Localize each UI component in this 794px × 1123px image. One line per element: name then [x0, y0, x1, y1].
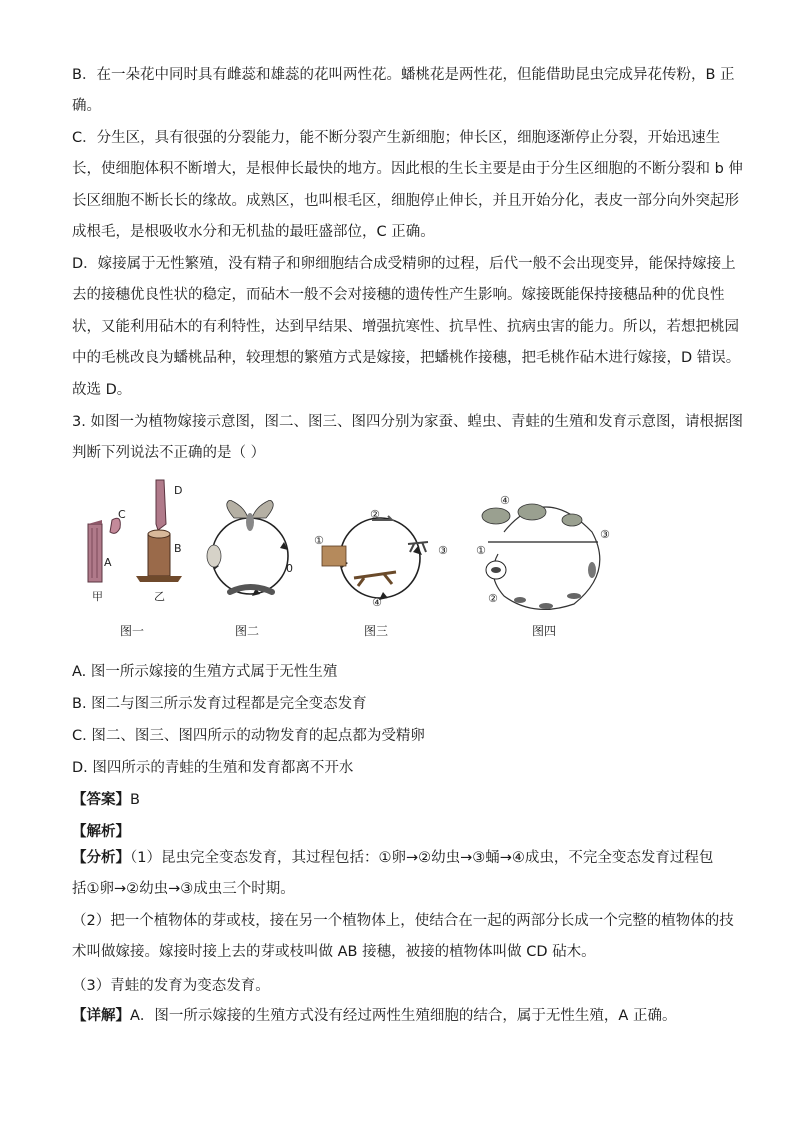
- detail-tag: 【详解】: [72, 1008, 130, 1024]
- text-line: 故选 D。: [72, 381, 132, 398]
- text-line: 状，又能利用砧木的有利特性，达到早结果、增强抗寒性、抗旱性、抗病虫害的能力。所以，若想把桃园: [72, 318, 739, 335]
- fig1-label-jia: 甲: [92, 590, 103, 603]
- text-line: 中的毛桃改良为蟠桃品种，较理想的繁殖方式是嫁接，把蟠桃作接穗，把毛桃作砧木进行嫁接，D 错误。: [72, 350, 741, 367]
- fig3-label-3: ③: [438, 544, 448, 557]
- fig1-label-b: B: [174, 542, 182, 555]
- answer-value: B: [130, 792, 140, 808]
- fig3-label-1: ①: [314, 534, 324, 547]
- fig4-label-3: ③: [600, 528, 610, 541]
- text-line: （2）把一个植物体的芽或枝，接在另一个植物体上，使结合在一起的两部分长成一个完整的植物体的技: [72, 913, 734, 929]
- text-line: 术叫做嫁接。嫁接时接上去的芽或枝叫做 AB 接穗，被接的植物体叫做 CD 砧木。: [72, 944, 596, 961]
- figure-2-silkworm-cycle: [200, 500, 300, 608]
- analysis-paragraph-2: [72, 906, 734, 969]
- text-line: 成根毛，是根吸收水分和无机盐的最旺盛部位，C 正确。: [72, 224, 435, 241]
- fig1-label-c: C: [118, 508, 126, 521]
- question-3-stem: [72, 407, 743, 470]
- fig2-label-zero: 0: [286, 562, 293, 575]
- text-line: 去的接穗优良性状的稳定，而砧木一般不会对接穗的遗传性产生影响。嫁接既能保持接穗品种的优良性: [72, 287, 725, 304]
- explanation-c: [72, 123, 743, 249]
- text-line: [72, 843, 722, 874]
- text-line: 确。: [72, 98, 101, 115]
- fig1-label-a: A: [104, 556, 112, 569]
- fig4-label-1: ①: [476, 544, 486, 557]
- option-b: B. 图二与图三所示发育过程都是完全变态发育: [72, 696, 367, 712]
- fig3-label-4: ④: [372, 596, 382, 609]
- figure-1-caption: 图一: [120, 624, 145, 638]
- option-c: C. 图二、图三、图四所示的动物发育的起点都为受精卵: [72, 728, 425, 744]
- detail-line: [72, 1004, 676, 1025]
- explanation-d: [72, 249, 741, 406]
- text-line: 长区细胞不断长长的缘故。成熟区，也叫根毛区，细胞停止伸长，并且开始分化，表皮一部分向外突起形: [72, 192, 739, 209]
- fig1-label-yi: 乙: [154, 590, 165, 603]
- text-line: 长，使细胞体积不断增大，是根伸长最快的地方。因此根的生长主要是由于分生区细胞的不断分裂和 b 伸: [72, 161, 743, 178]
- option-d: D. 图四所示的青蛙的生殖和发育都离不开水: [72, 760, 354, 776]
- text-line: C．分生区，具有很强的分裂能力，能不断分裂产生新细胞；伸长区，细胞逐渐停止分裂，开始迅速生: [72, 130, 721, 146]
- analysis-paragraph-3: （3）青蛙的发育为变态发育。: [72, 978, 270, 994]
- figure-1-grafting: [78, 476, 198, 606]
- text-line: 括①卵→②幼虫→③成虫三个时期。: [72, 881, 295, 898]
- text-line: B．在一朵花中同时具有雌蕊和雄蕊的花叫两性花。蟠桃花是两性花，但能借助昆虫完成异花传粉，B 正: [72, 67, 735, 83]
- answer-line: [72, 788, 140, 809]
- text-line: 3. 如图一为植物嫁接示意图，图二、图三、图四分别为家蚕、蝗虫、青蛙的生殖和发育示意图，请根据图: [72, 414, 743, 430]
- figure-4-frog-cycle: [474, 492, 620, 614]
- figure-2-caption: 图二: [235, 624, 260, 638]
- fig1-label-d: D: [174, 484, 183, 497]
- fig4-label-4: ④: [500, 494, 510, 507]
- figure-3-locust-cycle: [314, 506, 454, 610]
- explanation-b: [72, 60, 735, 123]
- fig3-label-2: ②: [370, 508, 380, 521]
- answer-tag: 【答案】: [72, 792, 130, 808]
- text-line: 判断下列说法不正确的是（ ）: [72, 445, 266, 462]
- fig4-label-2: ②: [488, 592, 498, 605]
- detail-text: A．图一所示嫁接的生殖方式没有经过两性生殖细胞的结合，属于无性生殖，A 正确。: [130, 1008, 677, 1024]
- text-line: D．嫁接属于无性繁殖，没有精子和卵细胞结合成受精卵的过程，后代一般不会出现变异，能保持嫁接上: [72, 256, 736, 272]
- figure-4-caption: 图四: [532, 624, 557, 638]
- analysis-tag: 【分析】: [72, 850, 130, 866]
- option-a: A. 图一所示嫁接的生殖方式属于无性生殖: [72, 664, 338, 680]
- analysis-paragraph-1: [72, 843, 722, 906]
- analysis-heading: 【解析】: [72, 824, 130, 840]
- figure-3-caption: 图三: [364, 624, 389, 638]
- analysis-line: （1）昆虫完全变态发育，其过程包括：①卵→②幼虫→③蛹→④成虫，不完全变态发育过程包: [130, 850, 714, 866]
